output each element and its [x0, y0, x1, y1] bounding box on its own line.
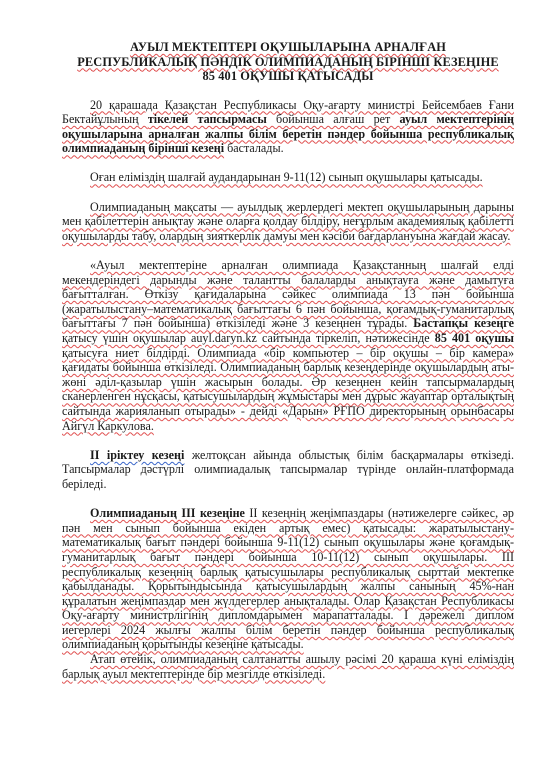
intro-text-e: басталады. — [224, 141, 284, 156]
paragraph-intro — [62, 98, 514, 156]
intro-text-c: бойынша алғаш рет — [266, 112, 400, 127]
third-stage-text: ІІ кезеңнің жеңімпаздары (нәтижелерге сәйкес, әр пән мен сынып бойынша екіден артық емес) қатысады: жаратылыстану-математикалық бағыт пәндері бойынша 9-11(12) сынып оқушылары және қоғамдық-гуманитарлық бағыт пәндері бойынша 10-11(12) сынып оқушылары. ІІІ республикалық кезеңнің барлық қатысушылары республикалық сырттай мектепке қабылданады. Қорытындысында қатысушылардың жалпы санының 45%-нан құралатын жеңімпаздар мен жүлдегерлер анықталады. Олар Қазақстан Республикасы Оқу-ағарту министрлігінің дипломдарымен марапатталады. І дәрежелі диплом иегерлері 2024 жылғы жалпы білім беретін пәндер бойынша республикалық олимпиаданың қорытынды кезеңіне қатысады. — [62, 506, 514, 652]
title-line-3: 85 401 ОҚУШЫ ҚАТЫСАДЫ — [202, 69, 374, 83]
third-stage-label: Олимпиаданың ІІІ кезеңіне — [90, 506, 245, 521]
second-stage-label: ІІ іріктеу кезеңі — [90, 447, 185, 462]
quote-text-a: «Ауыл мектептеріне арналған олимпиада Қазақстанның шалғай елді мекендеріндегі дарынды және талантты балаларды анықтауға және дамытуға бағытталған. Өткізу қағидаларына сәйкес олимпиада 13 пән бойынша (жаратылыстану–математикалық бағыттағы 6 пән бойынша, қоғамдық-гуманитарлық бағыттағы 7 пән бойынша) өткізіледі және 3 кезеңнен тұрады. — [62, 258, 514, 331]
intro-text-a: 20 қарашада Қазақстан Республикасы Оқу-ағарту министрі Бейсембаев Ғани Бектайұлының — [62, 97, 514, 127]
paragraph-participants: Оған еліміздің шалғай аудандарынан 9-11(12) сынып оқушылары қатысады. — [90, 170, 483, 185]
paragraph-second-stage — [62, 448, 514, 492]
document-title — [62, 40, 514, 84]
quote-text-c: қатысу үшін оқушылар auyl.daryn.kz сайтында тіркеліп, нәтижесінде — [62, 331, 435, 345]
title-line-2: РЕСПУБЛИКАЛЫҚ ПӘНДІК ОЛИМПИАДАНЫҢ БІРІНШІ КЕЗЕҢІНЕ — [77, 54, 499, 69]
paragraph-quote — [62, 258, 514, 433]
intro-direct-order: тікелей тапсырмасы — [147, 112, 267, 127]
quote-first-stage: Бастапқы кезеңге — [413, 316, 514, 331]
paragraph-third-stage — [62, 506, 514, 652]
quote-text-e: қатысуға ниет білдірді. Олимпиада «бір компьютер – бір оқушы – бір камера» қағидаты бойынша өткізіледі. Олимпиаданың барлық кезеңдерінде оқушылардың аты-жөні әділ-қазылар үшін жасырын болады. Әр кезеңнен кейін тапсырмалардың сканерленген нұсқасы, қатысушылардың жұмыстары мен дұрыс жауаптар орталықтың сайтында жарияланып отырады» - дейді «Дарын» РҒПО директорының орынбасары Айгүл Каркулова. — [62, 345, 514, 433]
paragraph-purpose: Олимпиаданың мақсаты — ауылдық жерлердегі мектеп оқушыларының дарыны мен қабілеттерін анықтау және оларға қолдау білдіру, неғұрлым академиялық қабілетті оқушыларды табу, олардың зияткерлік дамуы мен кәсіби бағдарлануына жағдай жасау. — [62, 199, 514, 243]
quote-student-count: 85 401 оқушы — [434, 331, 514, 345]
intro-olympiad-name: ауыл мектептерінің оқушыларына арналған жалпы білім беретін пәндер бойынша республикалық олимпиаданың бірінші кезеңі — [62, 112, 514, 156]
title-line-1: АУЫЛ МЕКТЕПТЕРІ ОҚУШЫЛАРЫНА АРНАЛҒАН — [129, 40, 447, 54]
second-stage-text: желтоқсан айында облыстық білім басқармалары өткізеді. Тапсырмалар дәстүрлі олимпиадалық тапсырмалар түрінде онлайн-платформада беріледі. — [62, 447, 514, 491]
paragraph-opening: Атап өтейік, олимпиаданың салтанатты ашылу рәсімі 20 қараша күні еліміздің барлық ауыл мектептерінде бір мезгілде өткізіледі. — [62, 652, 514, 681]
